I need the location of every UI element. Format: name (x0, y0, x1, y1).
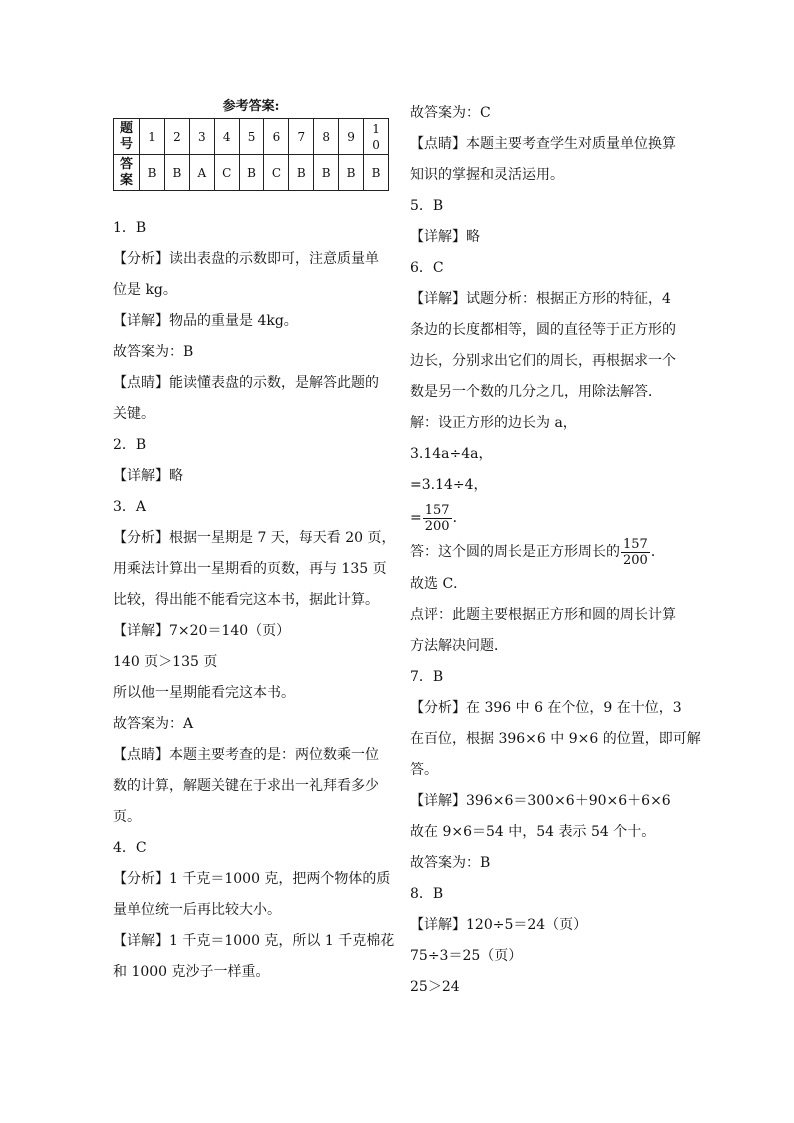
answer-prefix: 答：这个圆的周长是正方形周长的 (410, 544, 620, 560)
text-line: 故答案为：A (113, 716, 194, 732)
fraction-denominator: 200 (623, 552, 648, 568)
text-line: 7．B (410, 669, 444, 685)
question-number: 2 (164, 119, 189, 155)
text-line: 知识的掌握和灵活运用。 (410, 167, 564, 183)
text-line: 【详解】物品的重量是 4kg。 (113, 313, 298, 329)
text-line: 边长，分别求出它们的周长，再根据求一个 (410, 353, 676, 369)
fraction-suffix: ． (452, 510, 467, 526)
text-line: 3．A (113, 499, 147, 515)
text-line: 所以他一星期能看完这本书。 (113, 685, 295, 701)
text-line: 【详解】7×20＝140（页） (113, 623, 291, 639)
answer-suffix: ． (650, 544, 665, 560)
row-header-answer (114, 155, 140, 191)
text-line: 量单位统一后再比较大小。 (113, 902, 281, 918)
spacer (113, 191, 385, 213)
text-line: 2．B (113, 437, 147, 453)
text-line: 故答案为：B (410, 855, 491, 871)
text-line: =3.14÷4， (410, 477, 488, 493)
left-text-block (113, 213, 396, 988)
text-line: 【分析】1 千克＝1000 克，把两个物体的质 (113, 871, 391, 887)
row-header-number (114, 119, 140, 155)
text-line: 条边的长度都相等，圆的直径等于正方形的 (410, 322, 676, 338)
answer-cell: B (140, 155, 165, 191)
text-line: 故答案为：C (410, 105, 491, 121)
fraction-denominator: 200 (424, 518, 450, 534)
answer-key-answer-row (114, 155, 389, 191)
text-line: 用乘法计算出一星期看的页数，再与 135 页 (113, 561, 387, 577)
answer-fraction-line (410, 535, 685, 569)
question-number: 9 (339, 119, 364, 155)
answer-cell: B (289, 155, 314, 191)
text-line: 3.14a÷4a， (410, 446, 493, 462)
text-line: 解：设正方形的边长为 a， (410, 415, 577, 431)
text-line: 【分析】读出表盘的示数即可，注意质量单 (113, 251, 379, 267)
text-line: 数是另一个数的几分之几，用除法解答． (410, 384, 662, 400)
fraction-numerator: 157 (424, 502, 450, 518)
header-char: 案 (120, 172, 134, 188)
fraction-numerator: 157 (623, 536, 648, 552)
text-line: 和 1000 克沙子一样重。 (113, 964, 270, 980)
answer-key-title: 参考答案: (222, 99, 280, 114)
fraction (423, 503, 452, 534)
text-line: 【点睛】本题主要考查学生对质量单位换算 (410, 136, 676, 152)
fraction-result-line (410, 501, 685, 535)
text-line: 140 页＞135 页 (113, 654, 218, 670)
text-line: 8．B (410, 886, 444, 902)
text-line: 故选 C． (410, 576, 468, 592)
text-line: 答。 (410, 762, 438, 778)
text-line: 【详解】试题分析：根据正方形的特征，4 (410, 291, 671, 307)
answer-cell: C (264, 155, 289, 191)
text-line: 方法解决问题． (410, 638, 508, 654)
answer-key-number-row (114, 119, 389, 155)
right-text-block-b (410, 569, 701, 1003)
text-line: 【详解】396×6＝300×6＋90×6＋6×6 (410, 793, 671, 809)
answer-cell: B (339, 155, 364, 191)
text-line: 故答案为：B (113, 344, 194, 360)
text-line: 75÷3＝25（页） (410, 948, 523, 964)
question-number: 1 0 (364, 119, 389, 155)
answer-cell: B (364, 155, 389, 191)
text-line: 【分析】在 396 中 6 在个位，9 在十位，3 (410, 700, 682, 716)
header-char: 答 (120, 156, 134, 172)
question-number: 6 (264, 119, 289, 155)
fraction (621, 537, 650, 568)
header-char: 题 (120, 120, 134, 136)
text-line: 比较，得出能不能看完这本书，据此计算。 (113, 592, 379, 608)
right-text-block-a (410, 98, 685, 501)
answer-cell: B (239, 155, 264, 191)
question-number: 8 (314, 119, 339, 155)
text-line: 【详解】1 千克＝1000 克，所以 1 千克棉花 (113, 933, 395, 949)
text-line: 点评：此题主要根据正方形和圆的周长计算 (410, 607, 676, 623)
text-line: 在百位，根据 396×6 中 9×6 的位置，即可解 (410, 731, 701, 747)
answer-cell: A (189, 155, 214, 191)
fraction-prefix: = (410, 510, 422, 526)
answer-cell: B (314, 155, 339, 191)
question-number: 5 (239, 119, 264, 155)
text-line: 数的计算，解题关键在于求出一礼拜看多少 (113, 778, 379, 794)
text-line: 25＞24 (410, 979, 460, 995)
text-line: 故在 9×6＝54 中，54 表示 54 个十。 (410, 824, 656, 840)
answer-key-table (113, 118, 389, 191)
header-char: 号 (120, 136, 134, 152)
left-column (113, 96, 396, 988)
text-line: 【详解】120÷5＝24（页） (410, 917, 588, 933)
question-number: 3 (189, 119, 214, 155)
text-line: 【点睛】本题主要考查的是：两位数乘一位 (113, 747, 379, 763)
text-line: 位是 kg。 (113, 282, 177, 298)
right-column (410, 98, 701, 1003)
text-line: 4．C (113, 840, 147, 856)
text-line: 关键。 (113, 406, 155, 422)
text-line: 页。 (113, 809, 141, 825)
text-line: 6．C (410, 260, 444, 276)
answer-cell: B (164, 155, 189, 191)
text-line: 【详解】略 (113, 468, 183, 484)
text-line: 1．B (113, 220, 147, 236)
text-line: 5．B (410, 198, 444, 214)
text-line: 【分析】根据一星期是 7 天，每天看 20 页， (113, 530, 396, 546)
text-line: 【详解】略 (410, 229, 480, 245)
answer-cell: C (214, 155, 239, 191)
question-number: 4 (214, 119, 239, 155)
question-number: 1 (140, 119, 165, 155)
text-line: 【点睛】能读懂表盘的示数，是解答此题的 (113, 375, 379, 391)
question-number: 7 (289, 119, 314, 155)
